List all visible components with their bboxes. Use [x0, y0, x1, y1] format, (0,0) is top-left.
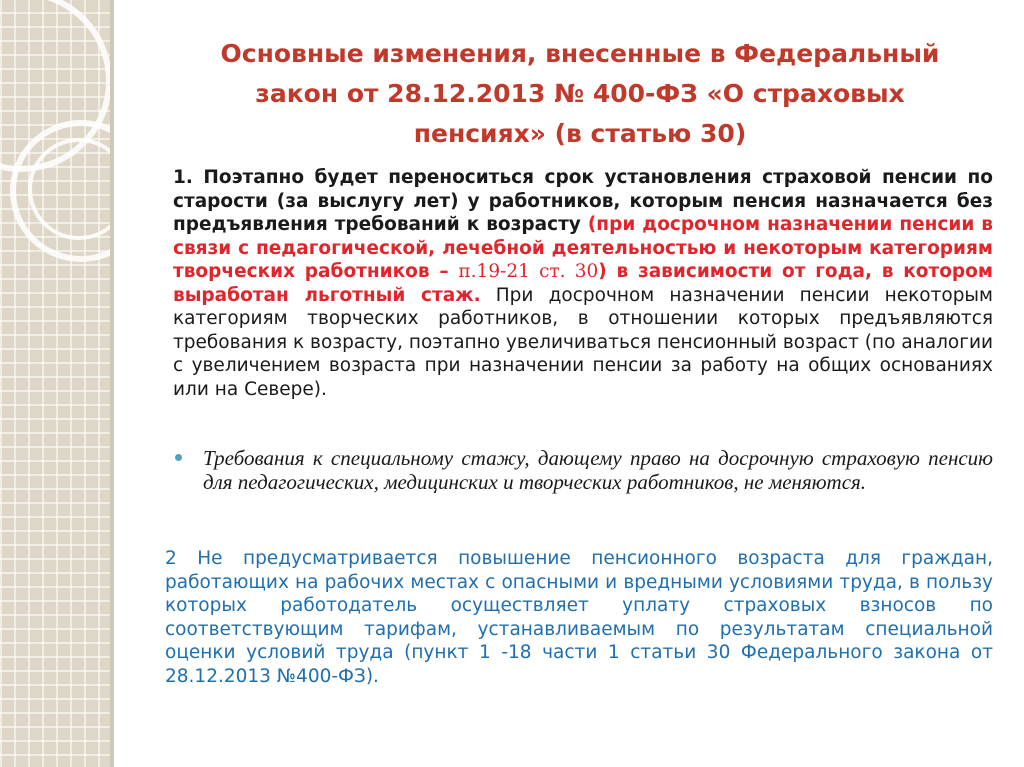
item-2-paragraph: 2 Не предусматривается повышение пенсионного возраста для граждан, работающих на рабочих местах с опасными и вредными условиями труда, в пользу которых работодатель осуществляет уплату страховых взносов по соответствующим тарифам, устанавливаемым по результатам специальной оценки условий труда (пункт 1 -18 части 1 статьи 30 Федерального закона от 28.12.2013 №400-ФЗ). — [165, 548, 993, 687]
bullet-text: Требования к специальному стажу, дающему право на досрочную страховую пенсию для педагогических, медицинских и творческих работников, не меняются. — [203, 446, 993, 494]
item-1-bold-tail: в зависимости от года, в котором выработан льготный стаж. — [173, 261, 993, 306]
item-1-paragraph — [173, 166, 993, 401]
title-line: Основные изменения, внесенные в Федеральный — [220, 39, 940, 68]
ring-ornament — [28, 138, 130, 240]
item-1-article-reference: п.19-21 ст. 30 — [458, 261, 599, 282]
item-1-plain-text: При досрочном назначении пенсии некоторым категориям творческих работников, в отношении которых предъявляются требования к возрасту, поэтапно увеличиваться пенсионный возраст (по аналогии с увеличением возраста при назначении пенсии за работу на общих основаниях или на Севере). — [173, 284, 993, 400]
title-line: пенсиях» (в статью 30) — [413, 119, 747, 148]
decorative-sidebar — [0, 0, 110, 767]
item-1-highlight: (при досрочном назначении пенсии в связи с педагогической, лечебной деятельностью и некоторым категориям творческих работников – — [173, 214, 993, 282]
sidebar-divider — [110, 0, 114, 767]
bullet-dot-icon — [175, 454, 182, 461]
bullet-item — [173, 446, 993, 494]
item-1-highlight-close: ) — [598, 261, 607, 282]
title-line: закон от 28.12.2013 № 400-ФЗ «О страховых — [255, 79, 905, 108]
slide-title — [150, 34, 1010, 154]
item-1-bold-intro: 1. Поэтапно будет переноситься срок установления страховой пенсии по старости (за выслугу лет) у работников, которым пенсия назначается без предъявления требований к возрасту — [173, 167, 993, 235]
